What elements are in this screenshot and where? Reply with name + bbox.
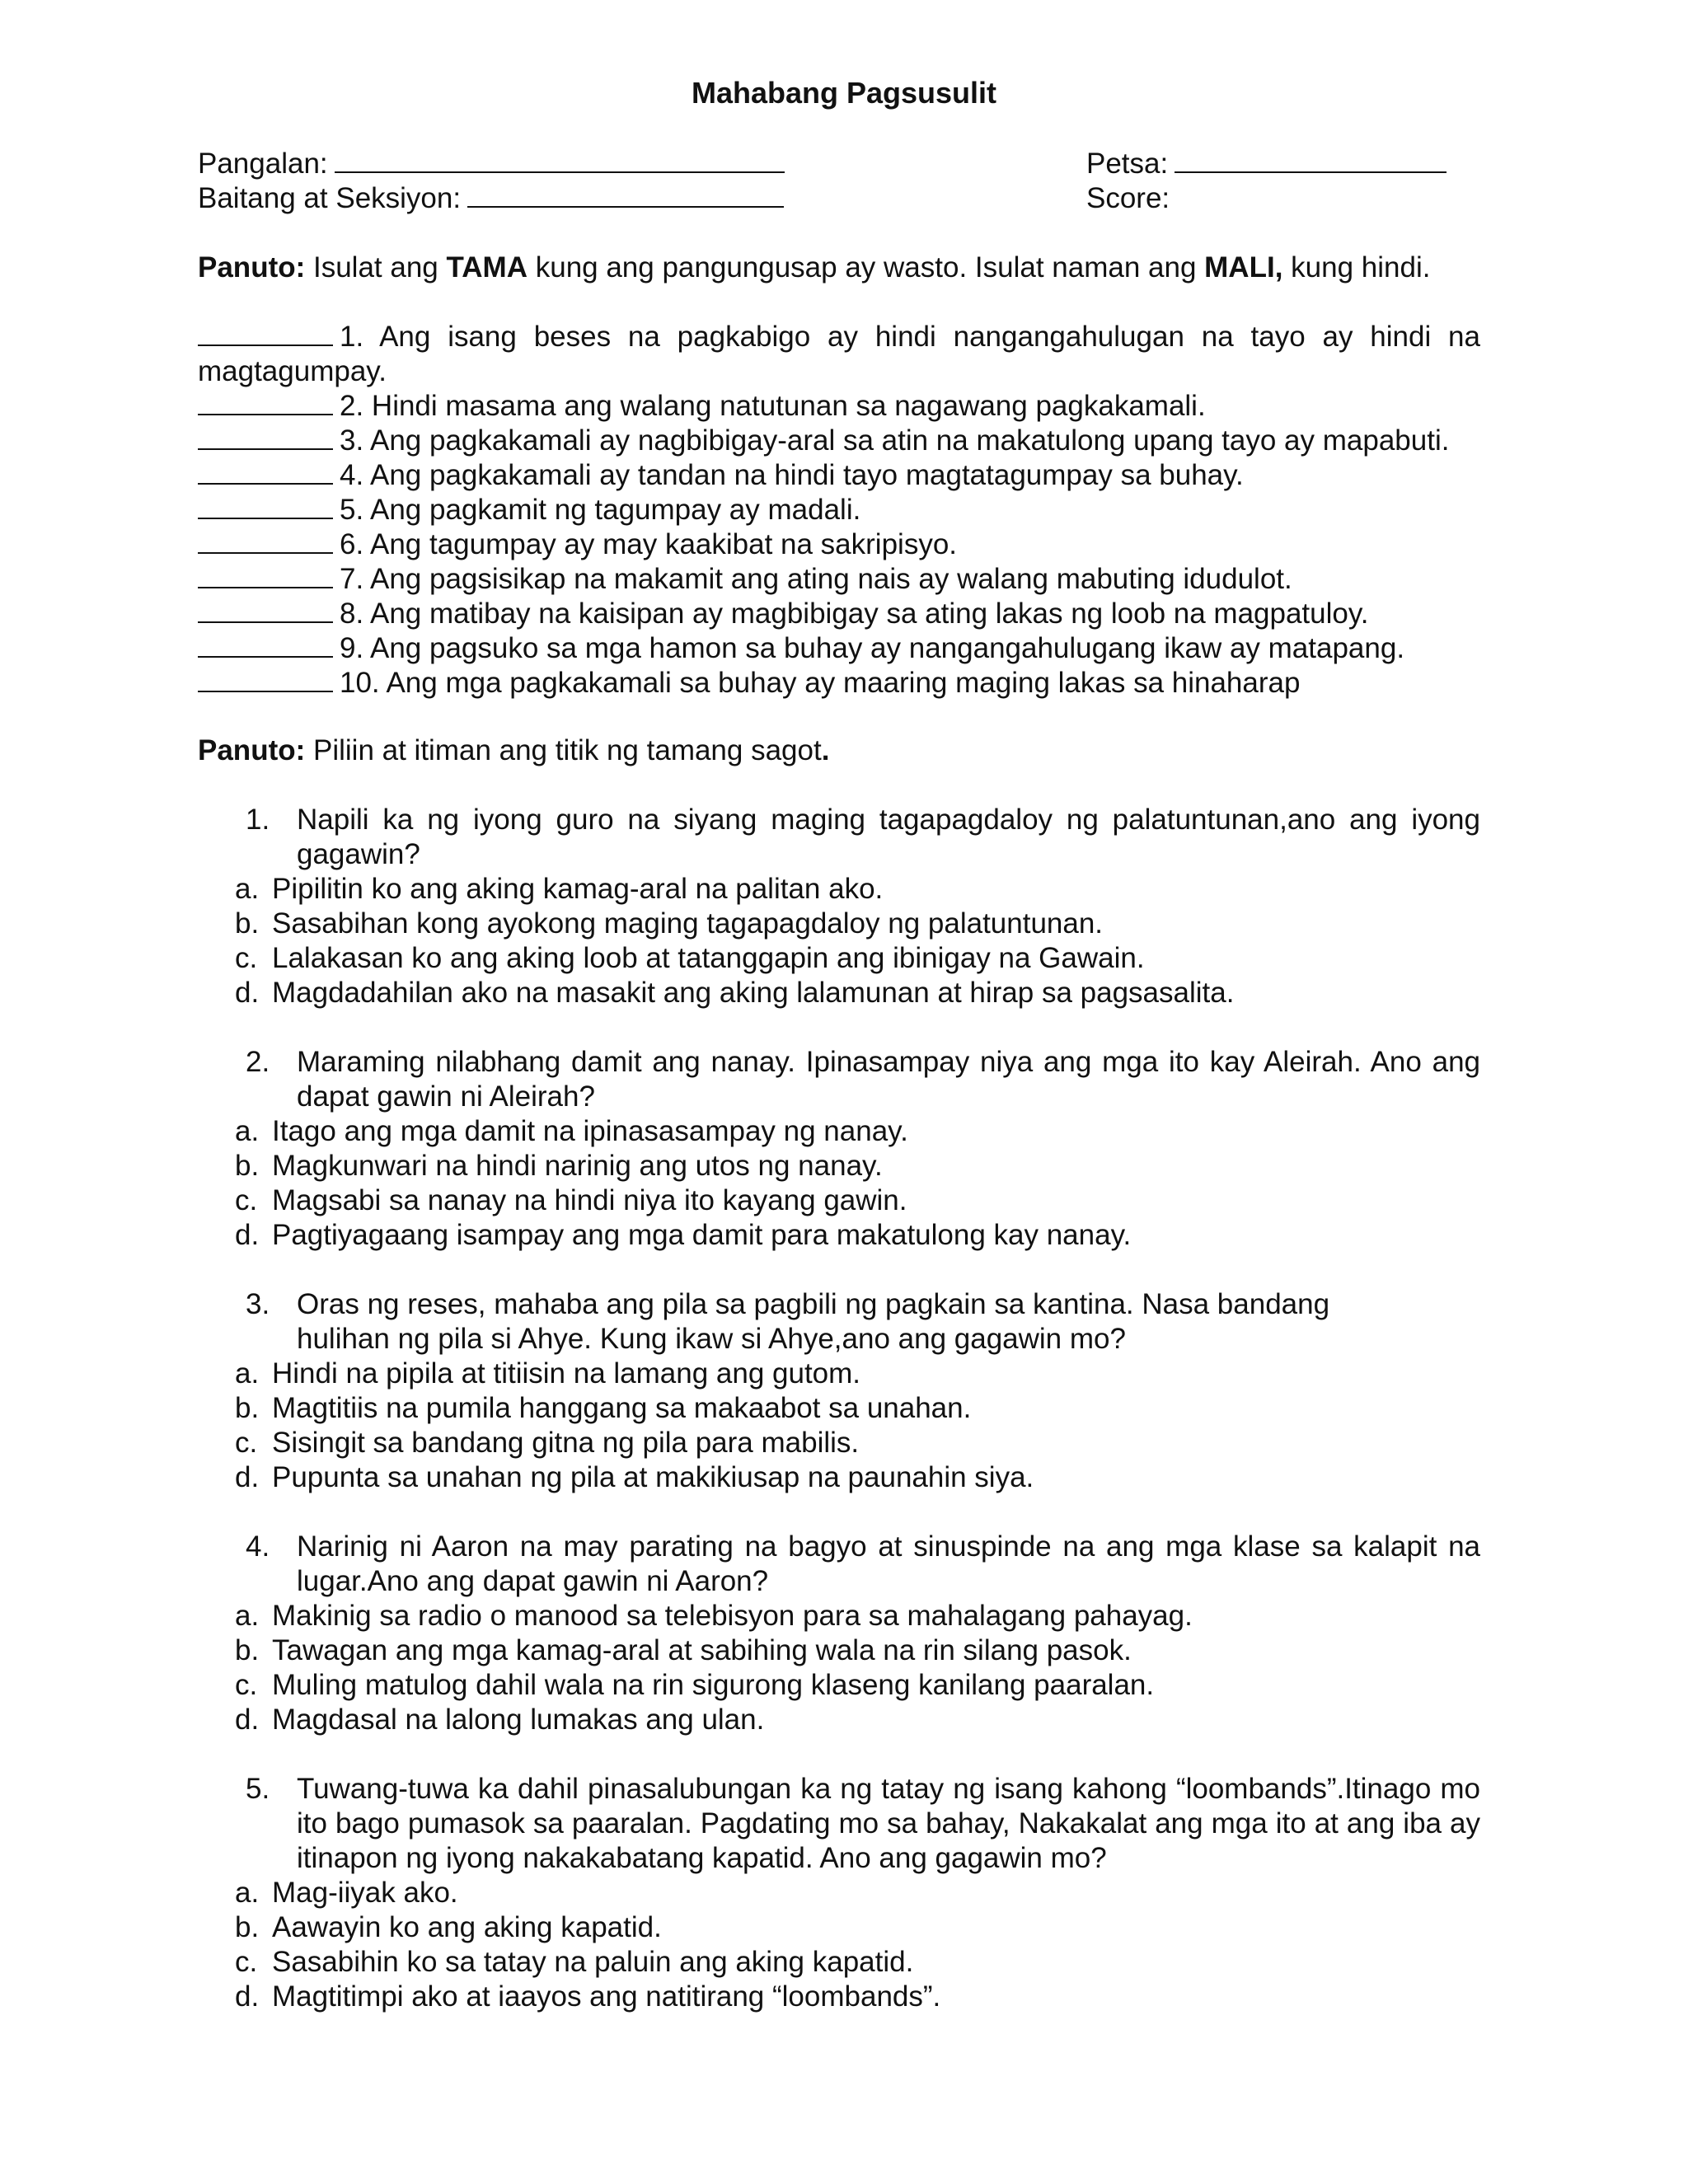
part1-instruction — [198, 251, 1430, 285]
instruction-prefix: Panuto: — [198, 251, 306, 284]
tf-item — [198, 666, 1480, 701]
name-label: Pangalan: — [198, 148, 328, 180]
question-number: 2. — [246, 1046, 270, 1078]
option-b[interactable] — [235, 907, 1480, 941]
option-letter: c. — [235, 1669, 258, 1701]
tf-item-text: 2. Hindi masama ang walang natutunan sa nagawang pagkakamali. — [340, 390, 1206, 422]
name-row — [198, 147, 785, 181]
option-text: Mag-iiyak ako. — [272, 1877, 458, 1909]
option-text: Sasabihin ko sa tatay na paluin ang aking kapatid. — [272, 1946, 914, 1978]
tf-item-text: 5. Ang pagkamit ng tagumpay ay madali. — [340, 494, 861, 526]
option-b[interactable] — [235, 1633, 1480, 1668]
tf-item — [198, 527, 1480, 562]
option-letter: c. — [235, 942, 258, 974]
true-false-list — [198, 320, 1480, 701]
instruction-period: . — [821, 734, 830, 766]
instruction-text: kung hindi. — [1282, 251, 1431, 284]
tf-item-text: 6. Ang tagumpay ay may kaakibat na sakripisyo. — [340, 528, 958, 560]
multiple-choice-list — [198, 803, 1480, 2049]
option-letter: d. — [235, 1704, 260, 1736]
question-number: 1. — [246, 804, 270, 836]
question-number: 3. — [246, 1288, 270, 1320]
tf-item — [198, 458, 1480, 493]
option-text: Pupunta sa unahan ng pila at makikiusap na paunahin siya. — [272, 1461, 1034, 1493]
instruction-mali: MALI, — [1204, 251, 1283, 284]
option-text: Pipilitin ko ang aking kamag-aral na palitan ako. — [272, 873, 884, 905]
question-text: Narinig ni Aaron na may parating na bagyo at sinuspinde na ang mga klase sa kalapit na lugar.Ano ang dapat gawin ni Aaron? — [297, 1530, 1480, 1597]
answer-blank[interactable] — [198, 666, 333, 692]
option-c[interactable] — [235, 1183, 1480, 1218]
option-text: Muling matulog dahil wala na rin sigurong klaseng kanilang paaralan. — [272, 1669, 1155, 1701]
section-row — [198, 181, 784, 216]
tf-item-text: 7. Ang pagsisikap na makamit ang ating nais ay walang mabuting idudulot. — [340, 563, 1292, 595]
question-number: 4. — [246, 1530, 270, 1563]
question — [198, 1045, 1480, 1253]
option-letter: b. — [235, 907, 260, 940]
instruction-prefix: Panuto: — [198, 734, 306, 766]
answer-blank[interactable] — [198, 493, 333, 519]
question-text: Tuwang-tuwa ka dahil pinasalubungan ka ng tatay ng isang kahong “loombands”.Itinago mo ito bago pumasok sa paaralan. Pagdating mo sa bahay, Nakakalat ang mga ito at ang iba ay itinapon ng iyong nakakabatang kapatid. Ano ang gagawin mo? — [297, 1773, 1480, 1874]
option-text: Magdasal na lalong lumakas ang ulan. — [272, 1704, 765, 1736]
option-text: Itago ang mga damit na ipinasasampay ng nanay. — [272, 1115, 908, 1147]
option-d[interactable] — [235, 1703, 1480, 1737]
page-title: Mahabang Pagsusulit — [691, 76, 997, 110]
option-text: Magsabi sa nanay na hindi niya ito kayang gawin. — [272, 1184, 907, 1216]
answer-blank[interactable] — [198, 458, 333, 485]
question-number: 5. — [246, 1773, 270, 1805]
option-text: Sasabihan kong ayokong maging tagapagdaloy ng palatuntunan. — [272, 907, 1104, 940]
option-text: Pagtiyagaang isampay ang mga damit para makatulong kay nanay. — [272, 1219, 1132, 1251]
option-a[interactable] — [235, 1876, 1480, 1910]
instruction-tama: TAMA — [446, 251, 528, 284]
option-c[interactable] — [235, 1668, 1480, 1703]
tf-item-text: 1. Ang isang beses na pagkabigo ay hindi nangangahulugan na tayo ay hindi na magtagumpay. — [198, 321, 1480, 387]
question — [198, 1530, 1480, 1737]
tf-item — [198, 424, 1480, 458]
option-letter: a. — [235, 873, 260, 905]
option-text: Lalakasan ko ang aking loob at tatanggapin ang ibinigay na Gawain. — [272, 942, 1145, 974]
question-text: Oras ng reses, mahaba ang pila sa pagbili ng pagkain sa kantina. Nasa bandang hulihan ng pila si Ahye. Kung ikaw si Ahye,ano ang gagawin mo? — [297, 1288, 1330, 1355]
option-letter: a. — [235, 1877, 260, 1909]
option-letter: d. — [235, 1980, 260, 2013]
instruction-text: Isulat ang — [305, 251, 447, 284]
tf-item-text: 4. Ang pagkakamali ay tandan na hindi tayo magtatagumpay sa buhay. — [340, 459, 1244, 491]
tf-item — [198, 631, 1480, 666]
option-a[interactable] — [235, 1357, 1480, 1391]
answer-blank[interactable] — [198, 389, 333, 415]
tf-item-text: 8. Ang matibay na kaisipan ay magbibigay sa ating lakas ng loob na magpatuloy. — [340, 598, 1369, 630]
option-text: Magtitiis na pumila hanggang sa makaabot sa unahan. — [272, 1392, 972, 1424]
option-b[interactable] — [235, 1149, 1480, 1183]
part2-instruction — [198, 733, 829, 768]
tf-item — [198, 320, 1480, 389]
option-a[interactable] — [235, 1114, 1480, 1149]
tf-item — [198, 389, 1480, 424]
option-letter: d. — [235, 1219, 260, 1251]
tf-item — [198, 493, 1480, 527]
section-field[interactable] — [467, 181, 784, 208]
option-letter: c. — [235, 1184, 258, 1216]
option-a[interactable] — [235, 872, 1480, 907]
answer-blank[interactable] — [198, 320, 333, 346]
option-a[interactable] — [235, 1599, 1480, 1633]
option-d[interactable] — [235, 1980, 1480, 2014]
question-text: Napili ka ng iyong guro na siyang maging tagapagdaloy ng palatuntunan,ano ang iyong gagawin? — [297, 804, 1480, 870]
date-field[interactable] — [1175, 147, 1447, 173]
option-letter: b. — [235, 1392, 260, 1424]
option-text: Magtitimpi ako at iaayos ang natitirang “loombands”. — [272, 1980, 941, 2013]
tf-item — [198, 562, 1480, 597]
option-letter: b. — [235, 1150, 260, 1182]
question — [198, 803, 1480, 1010]
option-text: Aawayin ko ang aking kapatid. — [272, 1911, 662, 1943]
question — [198, 1772, 1480, 2014]
option-letter: a. — [235, 1357, 260, 1390]
option-text: Magdadahilan ako na masakit ang aking lalamunan at hirap sa pagsasalita. — [272, 977, 1235, 1009]
instruction-text: kung ang pangungusap ay wasto. Isulat naman ang — [528, 251, 1205, 284]
answer-blank[interactable] — [198, 527, 333, 554]
option-letter: c. — [235, 1427, 258, 1459]
option-text: Tawagan ang mga kamag-aral at sabihing wala na rin silang pasok. — [272, 1634, 1132, 1666]
section-label: Baitang at Seksiyon: — [198, 182, 462, 214]
option-c[interactable] — [235, 1945, 1480, 1980]
option-letter: d. — [235, 1461, 260, 1493]
option-d[interactable] — [235, 976, 1480, 1010]
option-d[interactable] — [235, 1218, 1480, 1253]
answer-blank[interactable] — [198, 631, 333, 658]
answer-blank[interactable] — [198, 597, 333, 623]
option-b[interactable] — [235, 1910, 1480, 1945]
tf-item-text: 9. Ang pagsuko sa mga hamon sa buhay ay nangangahulugang ikaw ay matapang. — [340, 632, 1405, 664]
option-letter: a. — [235, 1115, 260, 1147]
instruction-text: Piliin at itiman ang titik ng tamang sagot — [305, 734, 822, 766]
date-label: Petsa: — [1086, 148, 1169, 180]
question — [198, 1287, 1480, 1495]
option-c[interactable] — [235, 1426, 1480, 1460]
option-letter: a. — [235, 1600, 260, 1632]
name-field[interactable] — [335, 147, 785, 173]
option-d[interactable] — [235, 1460, 1480, 1495]
option-letter: d. — [235, 977, 260, 1009]
date-row — [1086, 147, 1447, 181]
option-letter: b. — [235, 1634, 260, 1666]
answer-blank[interactable] — [198, 562, 333, 588]
option-c[interactable] — [235, 941, 1480, 976]
answer-blank[interactable] — [198, 424, 333, 450]
option-text: Magkunwari na hindi narinig ang utos ng nanay. — [272, 1150, 883, 1182]
option-text: Sisingit sa bandang gitna ng pila para mabilis. — [272, 1427, 860, 1459]
question-text: Maraming nilabhang damit ang nanay. Ipinasampay niya ang mga ito kay Aleirah. Ano ang dapat gawin ni Aleirah? — [297, 1046, 1480, 1113]
option-text: Hindi na pipila at titiisin na lamang ang gutom. — [272, 1357, 861, 1390]
option-letter: c. — [235, 1946, 258, 1978]
tf-item-text: 3. Ang pagkakamali ay nagbibigay-aral sa atin na makatulong upang tayo ay mapabuti. — [340, 424, 1450, 457]
score-label: Score: — [1086, 182, 1170, 214]
option-b[interactable] — [235, 1391, 1480, 1426]
option-letter: b. — [235, 1911, 260, 1943]
score-row — [1086, 181, 1170, 216]
tf-item — [198, 597, 1480, 631]
tf-item-text: 10. Ang mga pagkakamali sa buhay ay maaring maging lakas sa hinaharap — [340, 667, 1301, 699]
option-text: Makinig sa radio o manood sa telebisyon para sa mahalagang pahayag. — [272, 1600, 1193, 1632]
